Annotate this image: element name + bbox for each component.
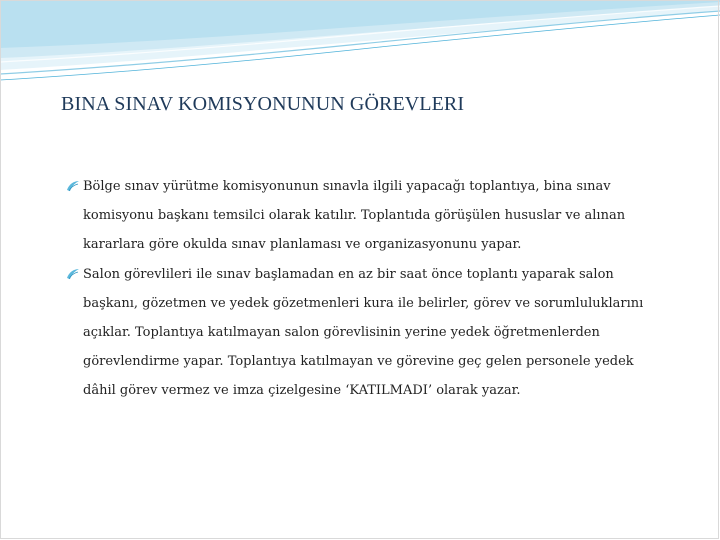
slide-title: BINA SINAV KOMISYONUNUN GÖREVLERI	[61, 93, 465, 115]
swoosh-bullet-icon	[66, 268, 80, 280]
bullet-text: Bölge sınav yürütme komisyonunun sınavla ilgili yapacağı toplantıya, bina sınav komisyonu başkanı temsilci olarak katılır. Toplantıda görüşülen hususlar ve alınan kararlara göre okulda sınav planlaması ve organizasyonunu yapar.	[83, 179, 626, 253]
bullet-item	[66, 172, 666, 260]
swoosh-bullet-icon	[66, 180, 80, 192]
bullet-text: Salon görevlileri ile sınav başlamadan en az bir saat önce toplantı yaparak salon başkanı, gözetmen ve yedek gözetmenleri kura ile belirler, görev ve sorumluluklarını açıklar. Toplantıya katılmayan salon görevlisinin yerine yedek öğretmenlerden görevlendirme yapar. Toplantıya katılmayan ve görevine geç gelen personele yedek dâhil görev vermez ve imza çizelgesine ‘KATILMADI’ olarak yazar.	[83, 266, 644, 399]
bullet-item	[66, 260, 666, 406]
bullet-list	[66, 172, 666, 406]
header-wave-decoration	[0, 0, 720, 90]
